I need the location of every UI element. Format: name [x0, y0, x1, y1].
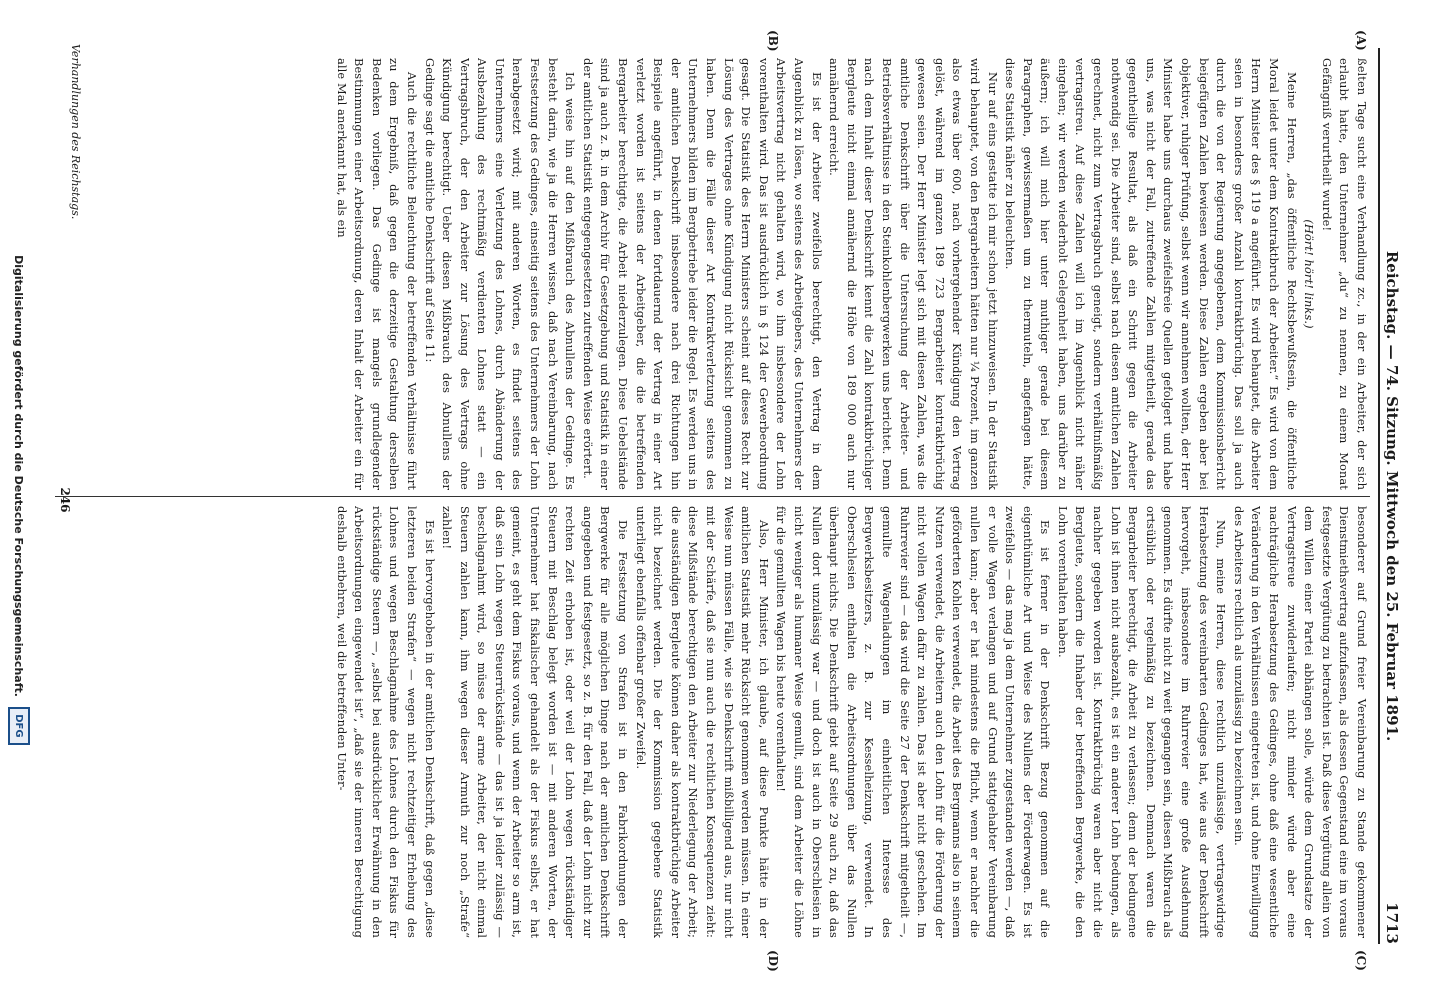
paragraph: Die Festsetzung von Strafen ist in den Fabrikordnungen der Bergwerke für alle möglichen Dinge nach der amtlichen Denkschrift angegeben und festgesetzt, so z. B. für den Fall, daß der Lohn nicht zur rechten Zeit erhoben ist, oder weil der Lohn wegen rückständiger Steuern mit Beschlag belegt worden ist — mit anderen Worten, der Unternehmer hat fiskalischer gehandelt als der Fiskus selbst, er hat gemeint, es geht dem Fiskus voraus, und wenn der Arbeiter so arm ist, daß sein Lohn wegen Steuerrückstände — das ist ja leider zulässig — beschlagnahmt wird, so müsse der arme Arbeiter, der nicht einmal Steuern zahlen kann, ihm wegen dieser Armuth zur noch „Strafe“ zahlen!	[440, 506, 631, 938]
margin-marker-b: (B)	[766, 30, 780, 52]
digitization-text: Digitalisierung gefördert durch die Deutsche Forschungsgemeinschaft.	[12, 255, 26, 697]
running-head-title: Reichstag. — 74. Sitzung. Mittwoch den 25. Februar 1891.	[1383, 250, 1401, 742]
margin-marker-d: (D)	[766, 950, 780, 972]
paragraph: ßelten Tage sucht eine Verhandlung zc., in der ein Arbeiter, der sich erlaubt hatte, den Unternehmer „du“ zu nennen, zu einem Monat Gefängniß verurtheilt wurde!	[1319, 58, 1369, 490]
margin-marker-a: (A)	[1354, 30, 1368, 51]
quoted-paragraph: besonderer auf Grund freier Vereinbarung zu Stande gekommener Dienstmiethsvertrag aufzufassen, als dessen Gegenstand eine im voraus festgesetzte Vergütung zu betrachten ist. Daß diese Vergütung allein von dem Willen einer Partei abhängen solle, würde dem Grundsatze der Vertragstreue zuwiderlaufen; nicht minder würde aber eine nachträgliche Herabsetzung des Gedinges, ohne daß eine wesentliche Veränderung in den Verhältnissen eingetreten ist, und ohne Einwilligung des Arbeiters rechtlich als unzulässig zu bezeichnen sein.	[1231, 506, 1369, 938]
sheet-number: 246	[58, 487, 72, 513]
paragraph: Es ist der Arbeiter zweifellos berechtigt, den Vertrag in dem Augenblick zu lösen, wo seitens des Arbeitgebers, des Unternehmers der Arbeitsvertrag nicht gehalten wird, wo ihm insbesondere der Lohn vorenthalten wird. Das ist ausdrücklich in § 124 der Gewerbeordnung gesagt. Die Statistik des Herrn Ministers scheint auf dieses Recht zur Lösung des Vertrages ohne Kündigung nicht Rücksicht genommen zu haben. Denn die Fälle dieser Art Kontraktverletzung seitens des Unternehmers bilden im Bergbetriebe leider die Regel. Es werden uns in der amtlichen Denkschrift insbesondere nach drei Richtungen hin Beispiele angeführt, in denen fortdauernd der Vertrag in einer Art verletzt worden ist seitens der Arbeitgeber, die die betreffenden Bergarbeiter berechtigte, die Arbeit niederzulegen. Diese Uebelstände sind ja auch z. B. in dem Archiv für Gesetzgebung und Statistik in einer der amtlichen Statistik entgegengesetzten zutreffenden Weise erörtert.	[580, 58, 824, 490]
page-number: 1713	[1383, 902, 1401, 944]
column-divider	[55, 496, 1370, 497]
source-footer: Verhandlungen des Reichstags.	[69, 44, 82, 220]
running-head	[1378, 48, 1402, 944]
paragraph: Es ist hervorgehoben in der amtlichen Denkschrift, daß gegen „diese letzteren beiden Strafen“ — wegen nicht rechtzeitiger Erhebung des Lohnes und wegen Beschlagnahme des Lohnes durch den Fiskus für rückständige Steuern —, „selbst bei ausdrücklicher Erwähnung in den Arbeitsordnungen eingewendet ist“, „daß sie der inneren Berechtigung deshalb entbehren, weil die betreffenden Unter-	[334, 506, 437, 938]
paragraph: Es ist ferner in der Denkschrift Bezug genommen auf die eigenthümliche Art und Weise des Nullens der Förderwagen. Es ist zweifellos — das mag ja dem Unternehmer zugestanden werden —, daß er volle Wagen verlangen und auf Grund stattgehabter Vereinbarung nullen kann; aber er hat mindestens die Pflicht, wenn er nachher die geförderten Kohlen verwendet, die Arbeit des Bergmanns also in seinem Nutzen verwendet, die Arbeitern auch den Lohn für die Förderung der nicht vollen Wagen dafür zu zahlen. Das ist aber nicht geschehen. Im Ruhrrevier sind — das wird die Seite 27 der Denkschrift mitgetheilt —, gemullte Wagenladungen im einheitlichen Interesse des Bergwerksbesitzers, z. B. zur Kesselheizung, verwendet. In Oberschlesien enthalten die Arbeitsordnungen über das Nullen überhaupt nichts. Die Denkschrift giebt auf Seite 29 auch zu, daß das Nullen dort unzulässig war — und doch ist auch in Oberschlesien in nicht weniger als humaner Weise gemullt, sind dem Arbeiter die Löhne für die gemullten Wagen bis heute vorenthalten!	[774, 506, 1053, 938]
interjection: (Hört! hört! links.)	[1302, 219, 1317, 329]
paragraph: Nun, meine Herren, diese rechtlich unzulässige, vertragswidrige Herabsetzung des vereinbarten Gedinges hat, wie aus der Denkschrift hervorgeht, insbesondere im Ruhrrevier eine große Ausdehnung genommen. Es dürfte nicht zu weit gegangen sein, diesen Mißbrauch als ortsüblich oder regelmäßig zu bezeichnen. Demnach waren die Bergarbeiter berechtigt, die Arbeit zu verlassen; denn der bedungene Lohn ist ihnen nicht ausbezahlt, es ist ein anderer Lohn bedungen, als nachher gegeben worden ist. Kontraktbrüchig waren aber nicht die Bergleute, sondern die Inhaber der betreffenden Bergwerke, die den Lohn vorenthalten haben.	[1055, 506, 1229, 938]
paragraph: Ich weise hin auf den Mißbrauch des Abnullens der Gedinge. Es besteht darin, wie ja die Herren wissen, daß nach Vereinbarung, nach Festsetzung des Gedinges, einseitig seitens des Unternehmers der Lohn herabgesetzt wird; mit anderen Worten, es findet seitens des Unternehmers eine Verletzung des Lohnes, durch Abänderung der Ausbezahlung des rechtmäßig verdienten Lohnes statt — ein Vertragsbruch, der den Arbeiter zur Lösung des Vertrags ohne Kündigung berechtigt. Ueber diesen Mißbrauch des Abnullens der Gedinge sagt die amtliche Denkschrift auf Seite 11:	[422, 58, 578, 490]
margin-marker-c: (C)	[1354, 950, 1368, 971]
paragraph: Also, Herr Minister, ich glaube, auf diese Punkte hätte in der amtlichen Statistik mehr Rücksicht genommen werden müssen. In einer Weise nun müssen Fälle, wie sie Denkschrift mißbilligend aus, nur nicht mit der Schärfe, daß sie nun auch die rechtlichen Konsequenzen zieht: diese Mißstände berechtigen den Arbeiter zur Niederlegung der Arbeit; die ausständigen Bergleute können daher als kontraktbrüchige Arbeiter nicht bezeichnet werden. Die der Kommission gegebene Statistik unterliegt ebenfalls offenbar großer Zweifel.	[633, 506, 771, 938]
dfg-logo-icon: DFG	[8, 707, 30, 745]
right-text-column	[40, 506, 1370, 938]
paragraph: Meine Herren, „das öffentliche Rechtsbewußtsein, die öffentliche Moral leidet unter dem Kontraktbruch der Arbeiter.“ Es wird von dem Herrn Minister des § 119 a angeführt. Es wird behauptet, die Arbeiter seien in besonders großer Anzahl kontraktbrüchig. Das soll ja auch durch die von der Regierung angegebenen, dem Kommissionsbericht beigefügten Zahlen bewiesen werden. Diese Zahlen ergeben aber bei objektiver, ruhiger Prüfung, selbst wenn wir annehmen wollten, der Herr Minister habe uns durchaus zweifelsfreie Quellen gefolgert und habe uns, was nicht der Fall, zutreffende Zahlen mitgetheilt, gerade das gegentheilige Resultat, als daß ein Schritt gegen die Arbeiter nothwendig sei. Die Arbeiter sind, selbst nach diesen amtlichen Zahlen gerechnet, nicht zum Vertragsbruch geneigt, sondern verhältnißmäßig vertragstreu. Auf diese Zahlen will ich im Augenblick nicht näher eingehen; wir werden wiederholt Gelegenheit haben, uns darüber zu äußern; ich will mich hier unter muthiger gerade bei diesem Paragraphen, gewissermaßen um zu thermuteln, angefangen hätte, diese Statistik näher zu beleuchten.	[1003, 58, 1299, 490]
digitization-note	[6, 0, 32, 1000]
left-text-column	[70, 58, 1370, 490]
quoted-paragraph: Auch die rechtliche Beleuchtung der betreffenden Verhältnisse führt zu dem Ergebniß, daß gegen die derzeitige Gestaltung derselben Bedenken vorliegen. Das Gedinge ist mangels grundlegender Bestimmungen einer Arbeitsordnung, deren Inhalt der Arbeiter ein für alle Mal anerkannt hat, als ein	[334, 58, 419, 490]
paragraph: Nur auf eins gestatte ich mir schon jetzt hinzuweisen. In der Statistik wird behauptet, von den Bergarbeitern hätten nur ¼ Prozent, im ganzen also etwas über 600, nach vorhergehender Kündigung den Vertrag gelöst, während im ganzen 189 723 Bergarbeiter kontraktbrüchig gewesen seien. Der Herr Minister legt sich mit diesen Zahlen, was die amtliche Denkschrift über die Untersuchung der Arbeiter- und Betriebsverhältnisse in den Steinkohlenbergwerken uns berichtet. Denn nach dem Inhalt dieser Denkschrift kennt die Zahl kontraktbrüchiger Bergleute nicht einmal annähernd die Höhe von 189 000 auch nur annähernd erreicht.	[827, 58, 1000, 490]
